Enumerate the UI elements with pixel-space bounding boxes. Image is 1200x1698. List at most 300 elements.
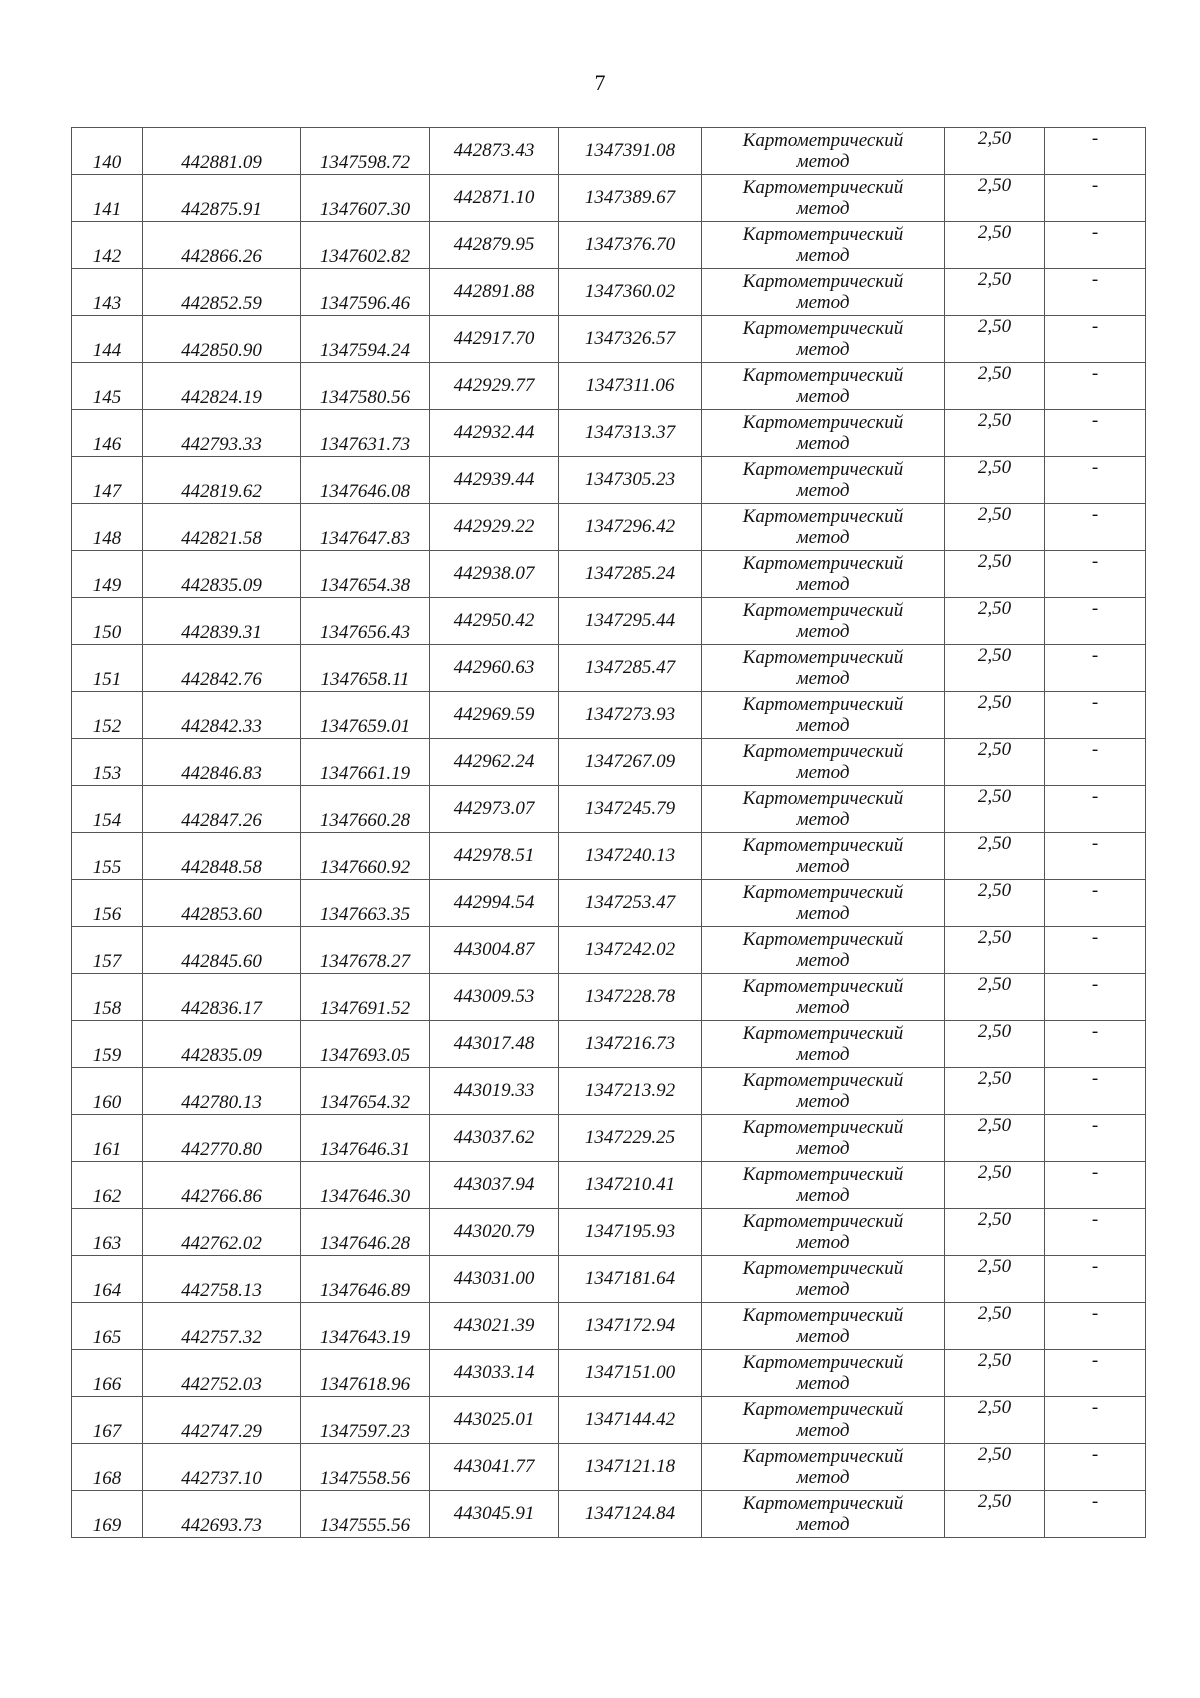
method-line-2: метод xyxy=(796,668,850,689)
x-coordinate-2-cell: 442917.70 xyxy=(430,316,559,363)
point-number-cell: 168 xyxy=(72,1444,143,1491)
point-number-cell: 161 xyxy=(72,1115,143,1162)
method-line-2: метод xyxy=(796,198,850,219)
method-cell xyxy=(702,175,945,222)
description-cell: - xyxy=(1045,833,1146,880)
method-line-2: метод xyxy=(796,1326,850,1347)
x-coordinate-2-cell: 442929.77 xyxy=(430,363,559,410)
accuracy-cell: 2,50 xyxy=(945,363,1045,410)
accuracy-cell: 2,50 xyxy=(945,1068,1045,1115)
accuracy-cell: 2,50 xyxy=(945,128,1045,175)
x-coordinate-cell: 442762.02 xyxy=(143,1209,301,1256)
accuracy-cell: 2,50 xyxy=(945,645,1045,692)
y-coordinate-2-cell: 1347305.23 xyxy=(559,457,702,504)
x-coordinate-2-cell: 442962.24 xyxy=(430,739,559,786)
description-cell: - xyxy=(1045,175,1146,222)
y-coordinate-cell: 1347643.19 xyxy=(301,1303,430,1350)
accuracy-cell: 2,50 xyxy=(945,1350,1045,1397)
y-coordinate-2-cell: 1347181.64 xyxy=(559,1256,702,1303)
method-line-2: метод xyxy=(796,1467,850,1488)
method-line-2: метод xyxy=(796,1279,850,1300)
accuracy-cell: 2,50 xyxy=(945,551,1045,598)
accuracy-cell: 2,50 xyxy=(945,1162,1045,1209)
accuracy-cell: 2,50 xyxy=(945,692,1045,739)
table-row xyxy=(72,551,1146,598)
method-cell xyxy=(702,880,945,927)
description-cell: - xyxy=(1045,1162,1146,1209)
y-coordinate-2-cell: 1347376.70 xyxy=(559,222,702,269)
description-cell: - xyxy=(1045,1021,1146,1068)
point-number-cell: 160 xyxy=(72,1068,143,1115)
point-number-cell: 143 xyxy=(72,269,143,316)
y-coordinate-cell: 1347659.01 xyxy=(301,692,430,739)
table-row xyxy=(72,269,1146,316)
method-line-2: метод xyxy=(796,1138,850,1159)
table-row xyxy=(72,927,1146,974)
method-line-1: Картометрический xyxy=(742,741,904,762)
accuracy-cell: 2,50 xyxy=(945,1209,1045,1256)
x-coordinate-2-cell: 442950.42 xyxy=(430,598,559,645)
method-cell xyxy=(702,1115,945,1162)
x-coordinate-cell: 442847.26 xyxy=(143,786,301,833)
x-coordinate-2-cell: 443037.94 xyxy=(430,1162,559,1209)
method-cell xyxy=(702,1350,945,1397)
x-coordinate-cell: 442848.58 xyxy=(143,833,301,880)
y-coordinate-2-cell: 1347296.42 xyxy=(559,504,702,551)
y-coordinate-cell: 1347660.92 xyxy=(301,833,430,880)
description-cell: - xyxy=(1045,645,1146,692)
table-row xyxy=(72,363,1146,410)
method-cell xyxy=(702,128,945,175)
description-cell: - xyxy=(1045,739,1146,786)
y-coordinate-cell: 1347631.73 xyxy=(301,410,430,457)
accuracy-cell: 2,50 xyxy=(945,739,1045,786)
method-line-2: метод xyxy=(796,1514,850,1535)
description-cell: - xyxy=(1045,269,1146,316)
y-coordinate-cell: 1347618.96 xyxy=(301,1350,430,1397)
x-coordinate-cell: 442839.31 xyxy=(143,598,301,645)
x-coordinate-2-cell: 442973.07 xyxy=(430,786,559,833)
method-line-1: Картометрический xyxy=(742,882,904,903)
x-coordinate-2-cell: 442978.51 xyxy=(430,833,559,880)
method-line-2: метод xyxy=(796,1232,850,1253)
y-coordinate-2-cell: 1347151.00 xyxy=(559,1350,702,1397)
description-cell: - xyxy=(1045,222,1146,269)
point-number-cell: 166 xyxy=(72,1350,143,1397)
x-coordinate-cell: 442747.29 xyxy=(143,1397,301,1444)
point-number-cell: 155 xyxy=(72,833,143,880)
y-coordinate-cell: 1347646.28 xyxy=(301,1209,430,1256)
point-number-cell: 169 xyxy=(72,1491,143,1538)
y-coordinate-cell: 1347646.31 xyxy=(301,1115,430,1162)
table-row xyxy=(72,1491,1146,1538)
method-line-1: Картометрический xyxy=(742,647,904,668)
method-line-1: Картометрический xyxy=(742,1023,904,1044)
y-coordinate-2-cell: 1347228.78 xyxy=(559,974,702,1021)
method-line-1: Картометрический xyxy=(742,600,904,621)
y-coordinate-cell: 1347691.52 xyxy=(301,974,430,1021)
method-cell xyxy=(702,316,945,363)
y-coordinate-2-cell: 1347144.42 xyxy=(559,1397,702,1444)
y-coordinate-2-cell: 1347285.47 xyxy=(559,645,702,692)
x-coordinate-2-cell: 442929.22 xyxy=(430,504,559,551)
x-coordinate-2-cell: 443021.39 xyxy=(430,1303,559,1350)
y-coordinate-2-cell: 1347253.47 xyxy=(559,880,702,927)
y-coordinate-2-cell: 1347121.18 xyxy=(559,1444,702,1491)
table-row xyxy=(72,504,1146,551)
method-line-1: Картометрический xyxy=(742,788,904,809)
method-line-1: Картометрический xyxy=(742,459,904,480)
accuracy-cell: 2,50 xyxy=(945,927,1045,974)
y-coordinate-cell: 1347656.43 xyxy=(301,598,430,645)
y-coordinate-cell: 1347647.83 xyxy=(301,504,430,551)
x-coordinate-cell: 442866.26 xyxy=(143,222,301,269)
point-number-cell: 153 xyxy=(72,739,143,786)
table-row xyxy=(72,786,1146,833)
accuracy-cell: 2,50 xyxy=(945,880,1045,927)
method-line-1: Картометрический xyxy=(742,1446,904,1467)
description-cell: - xyxy=(1045,880,1146,927)
method-line-2: метод xyxy=(796,621,850,642)
table-row xyxy=(72,1350,1146,1397)
x-coordinate-cell: 442793.33 xyxy=(143,410,301,457)
x-coordinate-2-cell: 442994.54 xyxy=(430,880,559,927)
method-cell xyxy=(702,927,945,974)
method-line-2: метод xyxy=(796,762,850,783)
description-cell: - xyxy=(1045,1115,1146,1162)
description-cell: - xyxy=(1045,1397,1146,1444)
method-cell xyxy=(702,739,945,786)
table-row xyxy=(72,739,1146,786)
method-line-2: метод xyxy=(796,1185,850,1206)
point-number-cell: 158 xyxy=(72,974,143,1021)
x-coordinate-cell: 442845.60 xyxy=(143,927,301,974)
point-number-cell: 165 xyxy=(72,1303,143,1350)
x-coordinate-cell: 442819.62 xyxy=(143,457,301,504)
x-coordinate-cell: 442752.03 xyxy=(143,1350,301,1397)
method-cell xyxy=(702,1303,945,1350)
method-cell xyxy=(702,645,945,692)
method-line-1: Картометрический xyxy=(742,1493,904,1514)
description-cell: - xyxy=(1045,1491,1146,1538)
method-line-1: Картометрический xyxy=(742,1258,904,1279)
table-row xyxy=(72,1209,1146,1256)
method-line-2: метод xyxy=(796,292,850,313)
y-coordinate-2-cell: 1347195.93 xyxy=(559,1209,702,1256)
x-coordinate-cell: 442846.83 xyxy=(143,739,301,786)
method-line-1: Картометрический xyxy=(742,1211,904,1232)
y-coordinate-cell: 1347658.11 xyxy=(301,645,430,692)
method-line-1: Картометрический xyxy=(742,1117,904,1138)
x-coordinate-cell: 442780.13 xyxy=(143,1068,301,1115)
x-coordinate-cell: 442852.59 xyxy=(143,269,301,316)
y-coordinate-cell: 1347580.56 xyxy=(301,363,430,410)
method-line-1: Картометрический xyxy=(742,553,904,574)
method-cell xyxy=(702,269,945,316)
y-coordinate-2-cell: 1347360.02 xyxy=(559,269,702,316)
table-row xyxy=(72,598,1146,645)
method-cell xyxy=(702,363,945,410)
table-row xyxy=(72,1068,1146,1115)
y-coordinate-2-cell: 1347216.73 xyxy=(559,1021,702,1068)
method-line-2: метод xyxy=(796,151,850,172)
method-line-1: Картометрический xyxy=(742,177,904,198)
y-coordinate-2-cell: 1347295.44 xyxy=(559,598,702,645)
method-cell xyxy=(702,1068,945,1115)
x-coordinate-2-cell: 443025.01 xyxy=(430,1397,559,1444)
accuracy-cell: 2,50 xyxy=(945,974,1045,1021)
method-line-2: метод xyxy=(796,1044,850,1065)
description-cell: - xyxy=(1045,128,1146,175)
y-coordinate-2-cell: 1347389.67 xyxy=(559,175,702,222)
table-row xyxy=(72,316,1146,363)
x-coordinate-2-cell: 443019.33 xyxy=(430,1068,559,1115)
method-cell xyxy=(702,974,945,1021)
y-coordinate-2-cell: 1347285.24 xyxy=(559,551,702,598)
x-coordinate-2-cell: 443033.14 xyxy=(430,1350,559,1397)
method-line-1: Картометрический xyxy=(742,1164,904,1185)
table-row xyxy=(72,880,1146,927)
description-cell: - xyxy=(1045,551,1146,598)
x-coordinate-cell: 442842.33 xyxy=(143,692,301,739)
table-row xyxy=(72,175,1146,222)
point-number-cell: 151 xyxy=(72,645,143,692)
y-coordinate-cell: 1347663.35 xyxy=(301,880,430,927)
x-coordinate-2-cell: 442871.10 xyxy=(430,175,559,222)
accuracy-cell: 2,50 xyxy=(945,504,1045,551)
method-cell xyxy=(702,786,945,833)
y-coordinate-2-cell: 1347326.57 xyxy=(559,316,702,363)
method-cell xyxy=(702,504,945,551)
method-line-2: метод xyxy=(796,715,850,736)
x-coordinate-2-cell: 443045.91 xyxy=(430,1491,559,1538)
y-coordinate-2-cell: 1347313.37 xyxy=(559,410,702,457)
description-cell: - xyxy=(1045,410,1146,457)
point-number-cell: 167 xyxy=(72,1397,143,1444)
table-row xyxy=(72,128,1146,175)
description-cell: - xyxy=(1045,1068,1146,1115)
method-line-2: метод xyxy=(796,245,850,266)
y-coordinate-2-cell: 1347124.84 xyxy=(559,1491,702,1538)
method-line-1: Картометрический xyxy=(742,412,904,433)
y-coordinate-cell: 1347646.89 xyxy=(301,1256,430,1303)
x-coordinate-cell: 442875.91 xyxy=(143,175,301,222)
description-cell: - xyxy=(1045,363,1146,410)
method-line-2: метод xyxy=(796,1373,850,1394)
y-coordinate-2-cell: 1347229.25 xyxy=(559,1115,702,1162)
y-coordinate-cell: 1347594.24 xyxy=(301,316,430,363)
method-line-2: метод xyxy=(796,856,850,877)
method-line-2: метод xyxy=(796,1091,850,1112)
x-coordinate-cell: 442758.13 xyxy=(143,1256,301,1303)
method-cell xyxy=(702,1397,945,1444)
method-line-2: метод xyxy=(796,527,850,548)
y-coordinate-2-cell: 1347311.06 xyxy=(559,363,702,410)
method-line-1: Картометрический xyxy=(742,929,904,950)
point-number-cell: 145 xyxy=(72,363,143,410)
accuracy-cell: 2,50 xyxy=(945,1115,1045,1162)
y-coordinate-2-cell: 1347240.13 xyxy=(559,833,702,880)
y-coordinate-2-cell: 1347213.92 xyxy=(559,1068,702,1115)
x-coordinate-cell: 442824.19 xyxy=(143,363,301,410)
method-line-1: Картометрический xyxy=(742,271,904,292)
point-number-cell: 163 xyxy=(72,1209,143,1256)
x-coordinate-cell: 442737.10 xyxy=(143,1444,301,1491)
x-coordinate-2-cell: 443031.00 xyxy=(430,1256,559,1303)
table-row xyxy=(72,974,1146,1021)
method-cell xyxy=(702,1256,945,1303)
method-line-1: Картометрический xyxy=(742,130,904,151)
x-coordinate-2-cell: 443020.79 xyxy=(430,1209,559,1256)
table-row xyxy=(72,1256,1146,1303)
table-row xyxy=(72,645,1146,692)
x-coordinate-2-cell: 442891.88 xyxy=(430,269,559,316)
method-line-1: Картометрический xyxy=(742,835,904,856)
method-cell xyxy=(702,222,945,269)
point-number-cell: 149 xyxy=(72,551,143,598)
y-coordinate-cell: 1347598.72 xyxy=(301,128,430,175)
description-cell: - xyxy=(1045,1350,1146,1397)
page-number: 7 xyxy=(594,70,606,95)
coordinates-table xyxy=(71,127,1146,1538)
y-coordinate-cell: 1347678.27 xyxy=(301,927,430,974)
method-cell xyxy=(702,833,945,880)
table-row xyxy=(72,1162,1146,1209)
y-coordinate-cell: 1347597.23 xyxy=(301,1397,430,1444)
table-row xyxy=(72,1021,1146,1068)
point-number-cell: 142 xyxy=(72,222,143,269)
point-number-cell: 156 xyxy=(72,880,143,927)
point-number-cell: 141 xyxy=(72,175,143,222)
x-coordinate-2-cell: 442969.59 xyxy=(430,692,559,739)
point-number-cell: 144 xyxy=(72,316,143,363)
y-coordinate-cell: 1347646.08 xyxy=(301,457,430,504)
method-line-2: метод xyxy=(796,809,850,830)
x-coordinate-2-cell: 443004.87 xyxy=(430,927,559,974)
accuracy-cell: 2,50 xyxy=(945,1021,1045,1068)
x-coordinate-cell: 442770.80 xyxy=(143,1115,301,1162)
description-cell: - xyxy=(1045,316,1146,363)
method-line-2: метод xyxy=(796,339,850,360)
x-coordinate-cell: 442835.09 xyxy=(143,1021,301,1068)
method-cell xyxy=(702,1021,945,1068)
point-number-cell: 152 xyxy=(72,692,143,739)
table-row xyxy=(72,457,1146,504)
x-coordinate-2-cell: 442938.07 xyxy=(430,551,559,598)
method-line-1: Картометрический xyxy=(742,506,904,527)
x-coordinate-cell: 442821.58 xyxy=(143,504,301,551)
description-cell: - xyxy=(1045,457,1146,504)
description-cell: - xyxy=(1045,927,1146,974)
accuracy-cell: 2,50 xyxy=(945,1444,1045,1491)
accuracy-cell: 2,50 xyxy=(945,1397,1045,1444)
table-row xyxy=(72,1444,1146,1491)
description-cell: - xyxy=(1045,974,1146,1021)
y-coordinate-2-cell: 1347391.08 xyxy=(559,128,702,175)
point-number-cell: 162 xyxy=(72,1162,143,1209)
accuracy-cell: 2,50 xyxy=(945,1303,1045,1350)
table-row xyxy=(72,1115,1146,1162)
x-coordinate-cell: 442835.09 xyxy=(143,551,301,598)
accuracy-cell: 2,50 xyxy=(945,1491,1045,1538)
method-line-1: Картометрический xyxy=(742,1399,904,1420)
x-coordinate-2-cell: 442960.63 xyxy=(430,645,559,692)
x-coordinate-cell: 442757.32 xyxy=(143,1303,301,1350)
table-row xyxy=(72,410,1146,457)
table-row xyxy=(72,692,1146,739)
accuracy-cell: 2,50 xyxy=(945,786,1045,833)
x-coordinate-cell: 442842.76 xyxy=(143,645,301,692)
accuracy-cell: 2,50 xyxy=(945,457,1045,504)
table-row xyxy=(72,222,1146,269)
accuracy-cell: 2,50 xyxy=(945,1256,1045,1303)
description-cell: - xyxy=(1045,1209,1146,1256)
accuracy-cell: 2,50 xyxy=(945,269,1045,316)
y-coordinate-2-cell: 1347242.02 xyxy=(559,927,702,974)
table-row xyxy=(72,1303,1146,1350)
method-line-1: Картометрический xyxy=(742,1070,904,1091)
method-line-1: Картометрический xyxy=(742,224,904,245)
y-coordinate-cell: 1347646.30 xyxy=(301,1162,430,1209)
method-cell xyxy=(702,1444,945,1491)
y-coordinate-2-cell: 1347210.41 xyxy=(559,1162,702,1209)
x-coordinate-cell: 442693.73 xyxy=(143,1491,301,1538)
point-number-cell: 164 xyxy=(72,1256,143,1303)
y-coordinate-2-cell: 1347273.93 xyxy=(559,692,702,739)
y-coordinate-2-cell: 1347172.94 xyxy=(559,1303,702,1350)
method-line-1: Картометрический xyxy=(742,365,904,386)
method-line-2: метод xyxy=(796,386,850,407)
x-coordinate-2-cell: 443041.77 xyxy=(430,1444,559,1491)
y-coordinate-cell: 1347596.46 xyxy=(301,269,430,316)
point-number-cell: 148 xyxy=(72,504,143,551)
method-cell xyxy=(702,1209,945,1256)
x-coordinate-2-cell: 442873.43 xyxy=(430,128,559,175)
y-coordinate-cell: 1347607.30 xyxy=(301,175,430,222)
x-coordinate-cell: 442766.86 xyxy=(143,1162,301,1209)
accuracy-cell: 2,50 xyxy=(945,316,1045,363)
description-cell: - xyxy=(1045,504,1146,551)
y-coordinate-cell: 1347693.05 xyxy=(301,1021,430,1068)
point-number-cell: 159 xyxy=(72,1021,143,1068)
method-cell xyxy=(702,598,945,645)
method-cell xyxy=(702,1162,945,1209)
point-number-cell: 150 xyxy=(72,598,143,645)
method-line-1: Картометрический xyxy=(742,1305,904,1326)
y-coordinate-2-cell: 1347267.09 xyxy=(559,739,702,786)
method-line-2: метод xyxy=(796,903,850,924)
description-cell: - xyxy=(1045,1303,1146,1350)
method-line-2: метод xyxy=(796,574,850,595)
y-coordinate-2-cell: 1347245.79 xyxy=(559,786,702,833)
point-number-cell: 157 xyxy=(72,927,143,974)
accuracy-cell: 2,50 xyxy=(945,222,1045,269)
method-line-2: метод xyxy=(796,1420,850,1441)
method-line-2: метод xyxy=(796,950,850,971)
table-row xyxy=(72,833,1146,880)
accuracy-cell: 2,50 xyxy=(945,833,1045,880)
x-coordinate-2-cell: 442939.44 xyxy=(430,457,559,504)
accuracy-cell: 2,50 xyxy=(945,598,1045,645)
y-coordinate-cell: 1347558.56 xyxy=(301,1444,430,1491)
method-line-1: Картометрический xyxy=(742,976,904,997)
x-coordinate-2-cell: 443009.53 xyxy=(430,974,559,1021)
method-line-1: Картометрический xyxy=(742,318,904,339)
method-line-1: Картометрический xyxy=(742,1352,904,1373)
x-coordinate-cell: 442850.90 xyxy=(143,316,301,363)
x-coordinate-cell: 442836.17 xyxy=(143,974,301,1021)
description-cell: - xyxy=(1045,1444,1146,1491)
